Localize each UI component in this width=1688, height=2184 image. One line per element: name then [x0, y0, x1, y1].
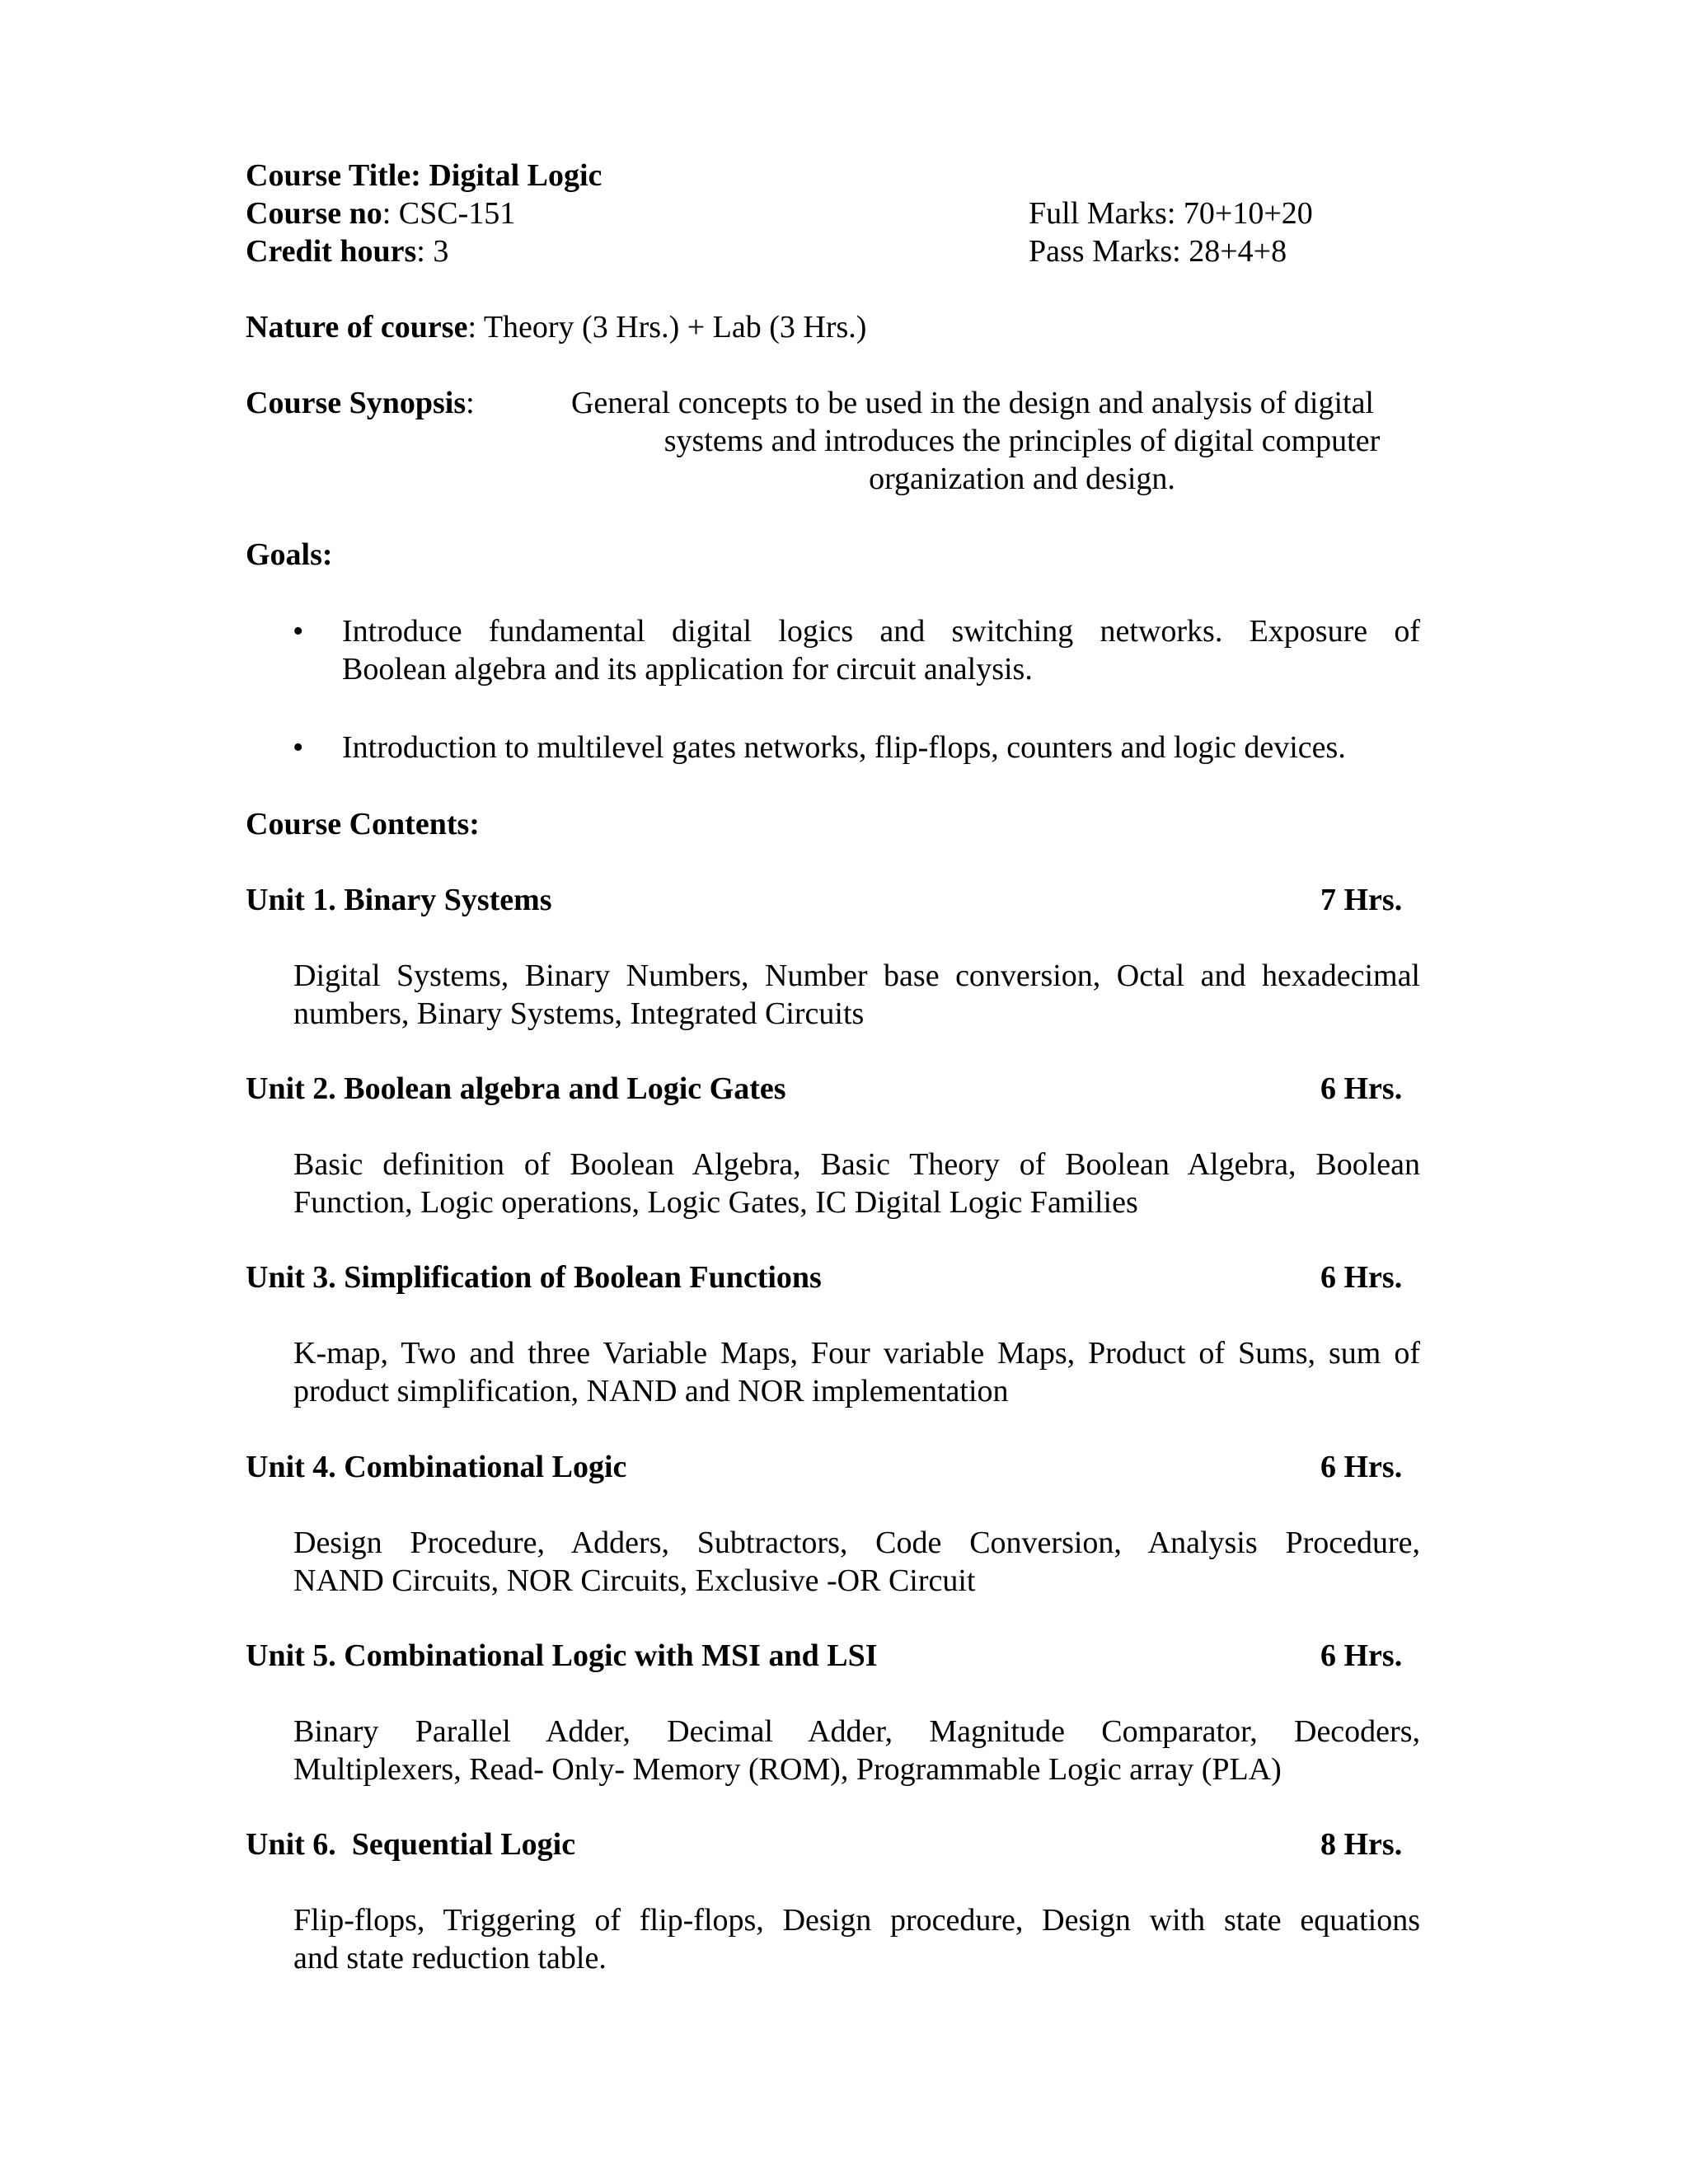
goal-bullet-2: • [293, 730, 304, 765]
full-marks: Full Marks: 70+10+20 [1029, 196, 1313, 231]
goal-item-1-line-2: Boolean algebra and its application for circuit analysis. [342, 652, 1033, 687]
unit-1-desc-line-1: Digital Systems, Binary Numbers, Number base conversion, Octal and hexadecimal [293, 958, 1420, 993]
nature-of-course-line [246, 308, 866, 346]
synopsis-line-2: systems and introduces the principles of digital computer [663, 424, 1381, 458]
unit-5-desc-line-1: Binary Parallel Adder, Decimal Adder, Magnitude Comparator, Decoders, [293, 1714, 1420, 1749]
unit-1-description [293, 957, 1420, 1033]
unit-6-title: Unit 6. Sequential Logic [246, 1827, 576, 1862]
unit-5-hours: 6 Hrs. [1320, 1638, 1403, 1673]
unit-1-desc-line-2: numbers, Binary Systems, Integrated Circuits [293, 996, 865, 1031]
synopsis-text [536, 384, 1409, 498]
unit-5-description [293, 1713, 1420, 1788]
goal-item-1-line-1: Introduce fundamental digital logics and switching networks. Exposure of [342, 614, 1420, 649]
synopsis-label: Course Synopsis [246, 386, 467, 420]
goal-item-1 [342, 612, 1420, 688]
synopsis-colon: : [466, 386, 475, 420]
unit-2-desc-line-2: Function, Logic operations, Logic Gates, IC Digital Logic Families [293, 1185, 1138, 1220]
unit-3-desc-line-1: K-map, Two and three Variable Maps, Four variable Maps, Product of Sums, sum of [293, 1336, 1420, 1371]
pass-marks: Pass Marks: 28+4+8 [1029, 234, 1287, 269]
unit-6-description [293, 1901, 1420, 1977]
unit-4-hours: 6 Hrs. [1320, 1450, 1403, 1484]
course-contents-heading: Course Contents: [246, 807, 480, 841]
unit-3-desc-line-2: product simplification, NAND and NOR implementation [293, 1374, 1009, 1408]
unit-3-description [293, 1334, 1420, 1410]
unit-4-desc-line-2: NAND Circuits, NOR Circuits, Exclusive -OR Circuit [293, 1563, 976, 1598]
synopsis-line-3: organization and design. [869, 462, 1175, 496]
course-no-value: : CSC-151 [382, 196, 516, 231]
goal-item-2 [342, 729, 1420, 766]
unit-6-hours: 8 Hrs. [1320, 1827, 1403, 1862]
unit-2-title: Unit 2. Boolean algebra and Logic Gates [246, 1071, 786, 1106]
unit-1-hours: 7 Hrs. [1320, 883, 1403, 917]
course-title-line [246, 157, 602, 194]
unit-4-description [293, 1524, 1420, 1600]
credit-hours-line [246, 232, 448, 270]
unit-3-title: Unit 3. Simplification of Boolean Functions [246, 1260, 822, 1295]
credit-hours-label: Credit hours [246, 234, 417, 269]
unit-2-hours: 6 Hrs. [1320, 1071, 1403, 1106]
unit-5-title: Unit 5. Combinational Logic with MSI and LSI [246, 1638, 878, 1673]
nature-label: Nature of course [246, 310, 468, 344]
unit-5-desc-line-2: Multiplexers, Read- Only- Memory (ROM), Programmable Logic array (PLA) [293, 1752, 1282, 1787]
course-no-line [246, 194, 515, 232]
unit-4-title: Unit 4. Combinational Logic [246, 1450, 627, 1484]
unit-6-desc-line-2: and state reduction table. [293, 1941, 607, 1975]
goal-item-2-line-1: Introduction to multilevel gates networks, flip-flops, counters and logic devices. [342, 730, 1346, 765]
synopsis-label-line [246, 384, 475, 422]
unit-2-desc-line-1: Basic definition of Boolean Algebra, Basic Theory of Boolean Algebra, Boolean [293, 1147, 1420, 1182]
unit-1-title: Unit 1. Binary Systems [246, 883, 552, 917]
goal-bullet-1: • [293, 614, 304, 649]
course-title-label: Course Title: [246, 158, 421, 193]
unit-4-desc-line-1: Design Procedure, Adders, Subtractors, Code Conversion, Analysis Procedure, [293, 1526, 1420, 1560]
unit-3-hours: 6 Hrs. [1320, 1260, 1403, 1295]
nature-value: : Theory (3 Hrs.) + Lab (3 Hrs.) [467, 310, 867, 344]
course-no-label: Course no [246, 196, 382, 231]
goals-heading: Goals: [246, 537, 333, 572]
synopsis-line-1: General concepts to be used in the design and analysis of digital [570, 386, 1374, 420]
course-title-value: Digital Logic [429, 158, 603, 193]
credit-hours-value: : 3 [416, 234, 449, 269]
unit-6-desc-line-1: Flip-flops, Triggering of flip-flops, Design procedure, Design with state equations [293, 1903, 1420, 1938]
unit-2-description [293, 1146, 1420, 1221]
